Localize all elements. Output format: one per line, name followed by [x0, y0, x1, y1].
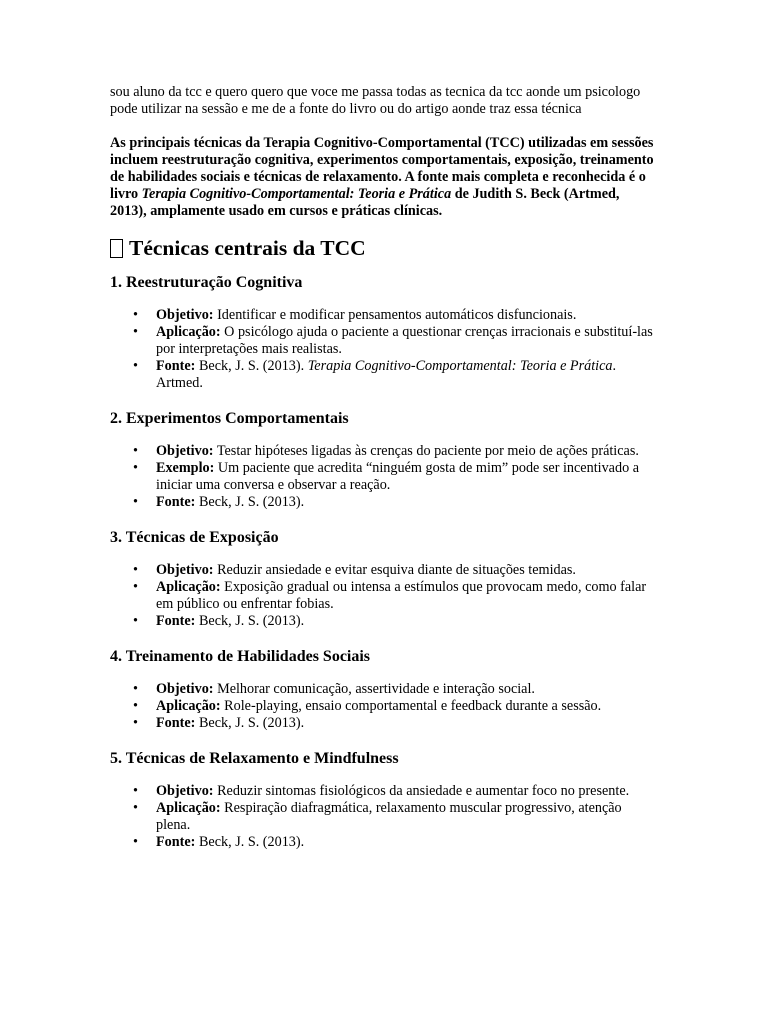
- item-label: Objetivo:: [156, 681, 214, 697]
- technique-bullet-list: [110, 783, 658, 851]
- item-text: Melhorar comunicação, assertividade e interação social.: [213, 681, 535, 697]
- item-label: Objetivo:: [156, 307, 214, 323]
- technique-bullet-list: [110, 562, 658, 630]
- item-text-end: . Artmed.: [156, 358, 617, 391]
- list-item: [156, 324, 658, 358]
- item-text: Testar hipóteses ligadas às crenças do paciente por meio de ações práticas.: [213, 443, 639, 459]
- list-item: [156, 698, 658, 715]
- item-label: Aplicação:: [156, 800, 221, 816]
- item-text: Identificar e modificar pensamentos automáticos disfuncionais.: [213, 307, 577, 323]
- list-item: [156, 613, 658, 630]
- item-text: Role-playing, ensaio comportamental e feedback durante a sessão.: [220, 698, 602, 714]
- section-heading: [110, 235, 658, 261]
- item-text: Exposição gradual ou intensa a estímulos que provocam medo, como falar em público ou enfrentar fobias.: [156, 579, 647, 612]
- technique-title: 2. Experimentos Comportamentais: [110, 410, 349, 427]
- item-text: Reduzir sintomas fisiológicos da ansiedade e aumentar foco no presente.: [213, 783, 630, 799]
- item-text: Beck, J. S. (2013).: [195, 715, 305, 731]
- technique-title: 3. Técnicas de Exposição: [110, 529, 279, 546]
- item-label: Aplicação:: [156, 579, 221, 595]
- technique-title: 1. Reestruturação Cognitiva: [110, 274, 303, 291]
- item-text: Beck, J. S. (2013).: [195, 494, 305, 510]
- technique-title: 5. Técnicas de Relaxamento e Mindfulness: [110, 750, 399, 767]
- list-item: [156, 715, 658, 732]
- technique-bullet-list: [110, 443, 658, 511]
- item-label: Fonte:: [156, 715, 196, 731]
- item-text: Beck, J. S. (2013).: [195, 358, 308, 374]
- list-item: [156, 443, 658, 460]
- item-text: O psicólogo ajuda o paciente a questionar crenças irracionais e substituí-las por interpretações mais realistas.: [156, 324, 653, 357]
- list-item: [156, 579, 658, 613]
- answer-summary: [110, 135, 658, 220]
- section-heading-text: Técnicas centrais da TCC: [129, 236, 366, 260]
- list-item: [156, 800, 658, 834]
- list-item: [156, 681, 658, 698]
- item-label: Aplicação:: [156, 324, 221, 340]
- item-label: Fonte:: [156, 494, 196, 510]
- item-book-title: Terapia Cognitivo-Comportamental: Teoria e Prática: [307, 358, 613, 374]
- techniques-list: [110, 273, 658, 851]
- item-text: Respiração diafragmática, relaxamento muscular progressivo, atenção plena.: [156, 800, 622, 833]
- item-label: Objetivo:: [156, 562, 214, 578]
- list-item: [156, 783, 658, 800]
- list-item: [156, 562, 658, 579]
- user-question: sou aluno da tcc e quero quero que voce me passa todas as tecnica da tcc aonde um psicologo pode utilizar na sessão e me de a fonte do livro ou do artigo aonde traz essa técnica: [110, 84, 641, 117]
- item-label: Fonte:: [156, 613, 196, 629]
- item-text: Reduzir ansiedade e evitar esquiva diante de situações temidas.: [213, 562, 576, 578]
- answer-summary-text: As principais técnicas da Terapia Cognitivo-Comportamental (TCC) utilizadas em sessões incluem reestruturação cognitiva, experimentos comportamentais, exposição, treinamento de habilidades sociais e técnicas de relaxamento. A fonte mais completa e reconhecida é o livro: [110, 135, 654, 202]
- book-title: Terapia Cognitivo-Comportamental: Teoria e Prática: [141, 186, 452, 202]
- item-label: Exemplo:: [156, 460, 215, 476]
- technique-bullet-list: [110, 307, 658, 392]
- list-item: [156, 307, 658, 324]
- item-text: Um paciente que acredita “ninguém gosta de mim” pode ser incentivado a iniciar uma conversa e observar a reação.: [156, 460, 640, 493]
- item-label: Fonte:: [156, 834, 196, 850]
- technique-title: 4. Treinamento de Habilidades Sociais: [110, 648, 371, 665]
- list-item: [156, 358, 658, 392]
- technique-bullet-list: [110, 681, 658, 732]
- item-label: Fonte:: [156, 358, 196, 374]
- item-label: Objetivo:: [156, 443, 214, 459]
- list-item: [156, 494, 658, 511]
- item-label: Aplicação:: [156, 698, 221, 714]
- item-text: Beck, J. S. (2013).: [195, 613, 305, 629]
- list-item: [156, 460, 658, 494]
- answer-summary-text-end: de Judith S. Beck (Artmed, 2013), amplamente usado em cursos e práticas clínicas.: [110, 186, 620, 219]
- missing-glyph-icon: [110, 239, 123, 258]
- list-item: [156, 834, 658, 851]
- item-label: Objetivo:: [156, 783, 214, 799]
- item-text: Beck, J. S. (2013).: [195, 834, 305, 850]
